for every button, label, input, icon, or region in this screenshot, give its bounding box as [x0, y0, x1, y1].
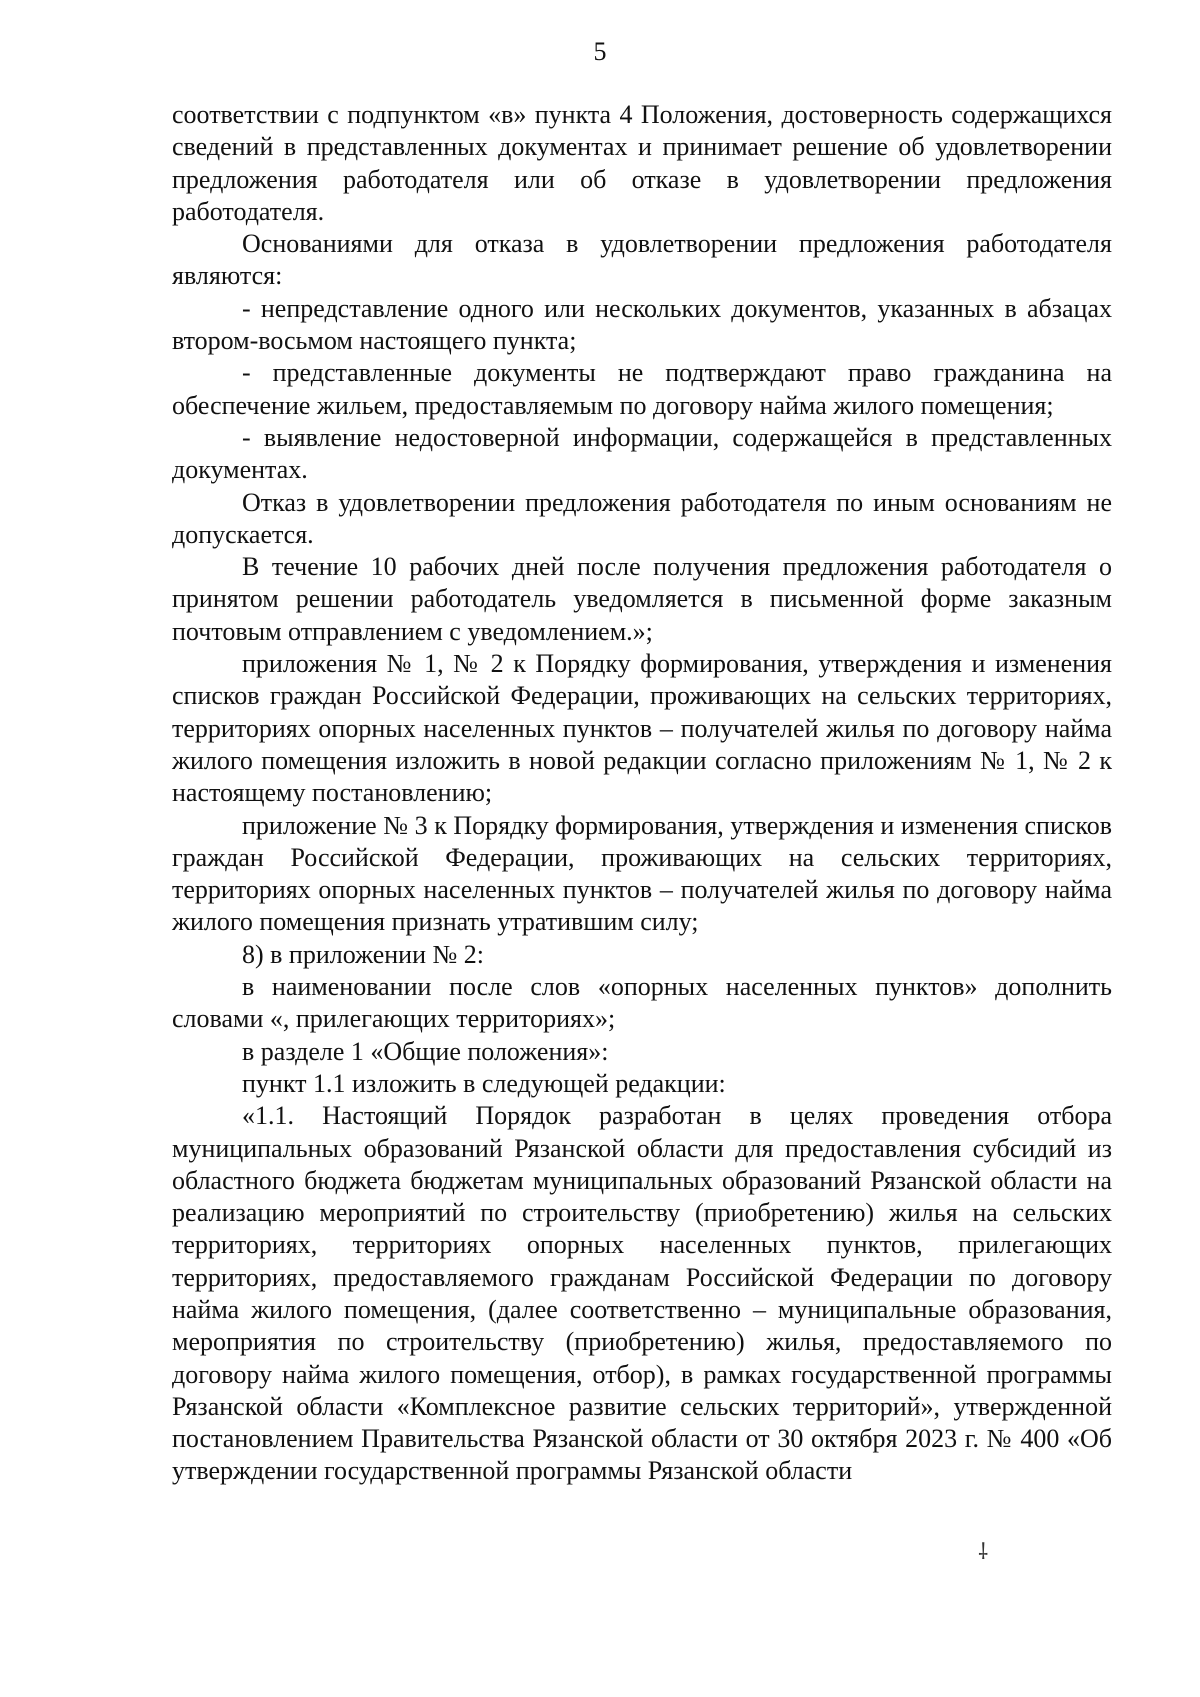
- paragraph-8: приложения № 1, № 2 к Порядку формирования, утверждения и изменения списков граждан Российской Федерации, проживающих на сельских территориях, территориях опорных населенных пунктов – получателей жилья по договору найма жилого помещения изложить в новой редакции согласно приложениям № 1, № 2 к настоящему постановлению;: [172, 649, 1112, 808]
- paragraph-13: пункт 1.1 изложить в следующей редакции:: [242, 1068, 726, 1098]
- paragraph-5: - выявление недостоверной информации, содержащейся в представленных документах.: [172, 422, 1112, 485]
- paragraph-14: «1.1. Настоящий Порядок разработан в целях проведения отбора муниципальных образований Рязанской области для предоставления субсидий из областного бюджета бюджетам муниципальных образований Рязанской области на реализацию мероприятий по строительству (приобретению) жилья на сельских территориях, территориях опорных населенных пунктов, прилегающих территориях, предоставляемого гражданам Российской Федерации по договору найма жилого помещения, (далее соответственно – муниципальные образования, мероприятия по строительству (приобретению) жилья, предоставляемого по договору найма жилого помещения, отбор), в рамках государственной программы Рязанской области «Комплексное развитие сельских территорий», утвержденной постановлением Правительства Рязанской области от 30 октября 2023 г. № 400 «Об утверждении государственной программы Рязанской области: [172, 1101, 1112, 1486]
- paragraph-3: - непредставление одного или нескольких документов, указанных в абзацах втором-восьмом настоящего пункта;: [172, 293, 1112, 356]
- paragraph-10: 8) в приложении № 2:: [242, 939, 485, 969]
- scan-mark: ⸸: [978, 1539, 989, 1564]
- paragraph-11: в наименовании после слов «опорных населенных пунктов» дополнить словами «, прилегающих территориях»;: [172, 972, 1112, 1034]
- paragraph-9: приложение № 3 к Порядку формирования, утверждения и изменения списков граждан Российской Федерации, проживающих на сельских территориях, территориях опорных населенных пунктов – получателей жилья по договору найма жилого помещения признать утратившим силу;: [172, 810, 1112, 937]
- document-body: [172, 99, 1112, 1488]
- paragraph-12: в разделе 1 «Общие положения»:: [242, 1036, 609, 1066]
- paragraph-2: Основаниями для отказа в удовлетворении предложения работодателя являются:: [172, 229, 1112, 291]
- paragraph-4: - представленные документы не подтверждают право гражданина на обеспечение жильем, предоставляемым по договору найма жилого помещения;: [172, 358, 1112, 420]
- paragraph-7: В течение 10 рабочих дней после получения предложения работодателя о принятом решении работодатель уведомляется в письменной форме заказным почтовым отправлением с уведомлением.»;: [172, 552, 1112, 646]
- paragraph-6: Отказ в удовлетворении предложения работодателя по иным основаниям не допускается.: [172, 487, 1112, 549]
- paragraph-1: соответствии с подпунктом «в» пункта 4 Положения, достоверность содержащихся сведений в представленных документах и принимает решение об удовлетворении предложения работодателя или об отказе в удовлетворении предложения работодателя.: [172, 100, 1112, 226]
- page-number: 5: [593, 37, 607, 66]
